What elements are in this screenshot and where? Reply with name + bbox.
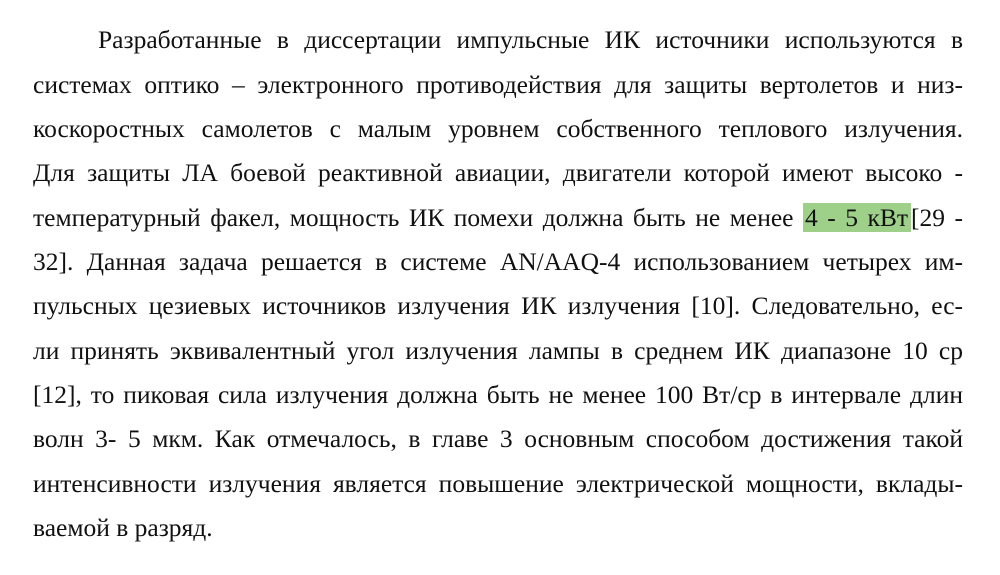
paragraph-line-4: Для защиты ЛА боевой реактивной авиации, двигатели которой имеют высоко -	[33, 158, 963, 187]
paragraph-line-7: пульсных цезиевых источников излучения ИК излучения [10]. Следовательно, ес-	[33, 291, 963, 320]
highlighted-power-value: 4 - 5 кВт	[803, 203, 911, 232]
citation-fragment: [29 -	[911, 203, 963, 232]
paragraph-line-6: 32]. Данная задача решается в системе AN/AAQ-4 использованием четырех им-	[33, 247, 963, 276]
paragraph-line-3: коскоростных самолетов с малым уровнем собственного теплового излучения.	[33, 114, 963, 143]
paragraph-line-5-text: температурный факел, мощность ИК помехи должна быть не менее	[33, 203, 794, 232]
paragraph-line-9: [12], то пиковая сила излучения должна быть не менее 100 Вт/ср в интервале длин	[33, 380, 963, 409]
paragraph-line-2: системах оптико – электронного противодействия для защиты вертолетов и низ-	[33, 70, 963, 99]
paragraph-line-5	[33, 203, 963, 233]
paragraph-line-1: Разработанные в диссертации импульсные ИК источники используются в	[98, 25, 963, 54]
paragraph-line-10: волн 3- 5 мкм. Как отмечалось, в главе 3 основным способом достижения такой	[33, 424, 963, 453]
paragraph-line-8: ли принять эквивалентный угол излучения лампы в среднем ИК диапазоне 10 ср	[33, 336, 963, 365]
paragraph-line-11: интенсивности излучения является повышение электрической мощности, вклады-	[33, 469, 963, 498]
paragraph-line-12: ваемой в разряд.	[33, 513, 213, 542]
